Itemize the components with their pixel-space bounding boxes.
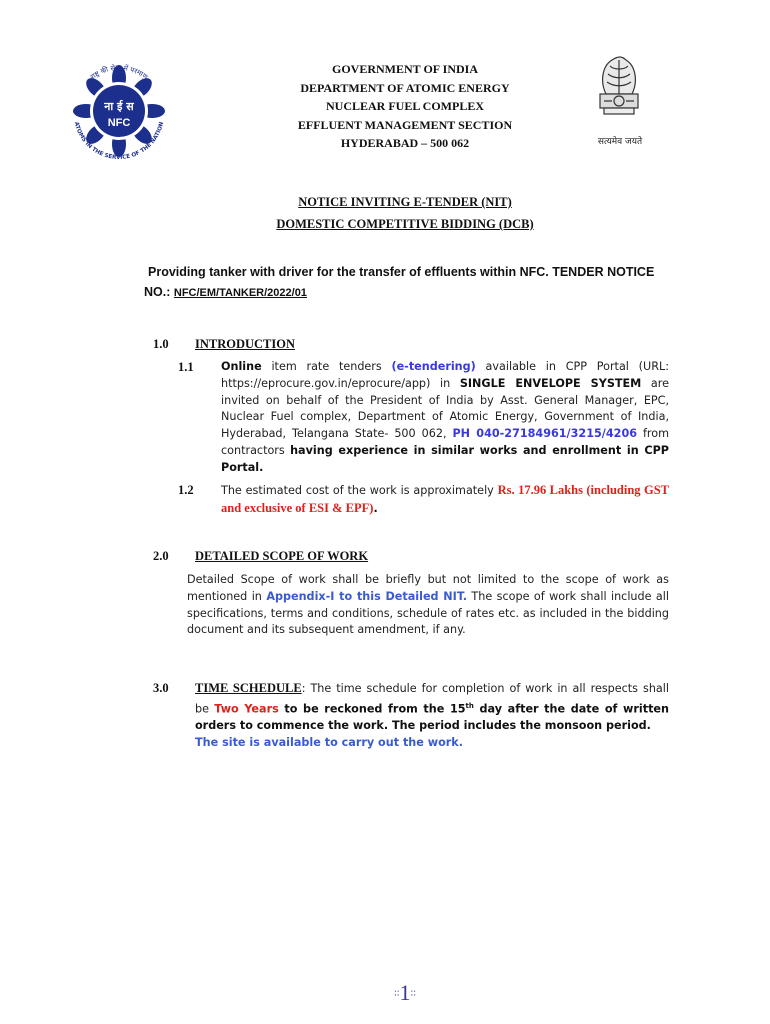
text-run: :: bbox=[410, 987, 417, 999]
section-1-title: INTRODUCTION bbox=[195, 337, 296, 351]
header-line-1: GOVERNMENT OF INDIA bbox=[331, 62, 478, 76]
text-run: from contractors bbox=[221, 427, 669, 457]
emblem-caption: सत्यमेव जयते bbox=[597, 137, 643, 147]
logo-hindi-name: ना ई स bbox=[104, 100, 134, 113]
logo-english-arc: ATOMS IN THE SERVICE OF THE NATION bbox=[72, 121, 166, 162]
experience-requirement: having experience in similar works and enrollment in CPP Portal bbox=[221, 443, 669, 474]
text-run: available in CPP Portal (URL: https://eprocure.gov.in/eprocure/app) in bbox=[221, 360, 669, 390]
duration-two-years: Two Years bbox=[214, 702, 279, 716]
text-run: . bbox=[373, 501, 378, 515]
header-line-5: HYDERABAD – 500 062 bbox=[340, 136, 470, 150]
nfc-logo bbox=[66, 58, 172, 164]
text-run: : The time schedule for completion of work in all respects shall be bbox=[195, 682, 669, 716]
site-availability: The site is available to carry out the work. bbox=[195, 736, 463, 750]
logo-name: NFC bbox=[107, 117, 131, 129]
section-2-body bbox=[187, 572, 669, 639]
section-3-number: 3.0 bbox=[153, 681, 169, 695]
page-number-value: 1 bbox=[399, 980, 411, 1005]
section-2-number: 2.0 bbox=[153, 549, 169, 563]
envelope-system-label: SINGLE ENVELOPE SYSTEM bbox=[459, 376, 642, 390]
header-line-2: DEPARTMENT OF ATOMIC ENERGY bbox=[300, 80, 510, 95]
section-1-number: 1.0 bbox=[153, 337, 169, 351]
estimated-cost: Rs. 17.96 Lakhs (including GST and exclusive of ESI & EPF) bbox=[221, 483, 669, 515]
section-3-body bbox=[195, 680, 669, 752]
section-2-title: DETAILED SCOPE OF WORK bbox=[195, 549, 369, 563]
text-run: . bbox=[259, 460, 264, 474]
text-run: :: bbox=[393, 987, 400, 999]
national-emblem bbox=[588, 52, 650, 147]
phone-numbers: PH 040-27184961/3215/4206 bbox=[452, 427, 638, 441]
logo-hindi-arc: राष्ट्र की सेवा में परमाणु bbox=[88, 63, 150, 82]
page-number bbox=[0, 980, 770, 1006]
para-1-1 bbox=[221, 359, 669, 477]
online-label: Online bbox=[221, 360, 262, 373]
text-run: day after the date of written orders to commence the work. The period includes the monsoon period. bbox=[195, 702, 669, 733]
subject-text: Providing tanker with driver for the transfer of effluents within NFC. TENDER NOTICE bbox=[148, 265, 655, 279]
tender-subject bbox=[144, 262, 708, 303]
para-1-1-number: 1.1 bbox=[178, 360, 194, 374]
notice-subtitle: DOMESTIC COMPETITIVE BIDDING (DCB) bbox=[276, 217, 534, 231]
header-line-4: EFFLUENT MANAGEMENT SECTION bbox=[297, 117, 513, 132]
notice-titles bbox=[0, 191, 770, 235]
text-run: The scope of work shall include all specifications, terms and conditions, schedule of rates etc. as included in the bidding document and its subsequent amendment, if any. bbox=[187, 589, 669, 637]
appendix-reference: Appendix-I to this Detailed NIT. bbox=[266, 589, 468, 603]
header-line-3: NUCLEAR FUEL COMPLEX bbox=[325, 99, 484, 113]
e-tendering-label: (e-tendering) bbox=[391, 360, 476, 373]
text-run: are invited on behalf of the President of India by Asst. General Manager, EPC, Nuclear Fuel complex, Department of Atomic Energy, Government of India, Hyderabad, Telangana State- 500 062, bbox=[221, 376, 669, 441]
para-1-2-number: 1.2 bbox=[178, 483, 194, 497]
text-run: to be reckoned from the 15 bbox=[278, 702, 466, 716]
text-run: th bbox=[465, 701, 474, 710]
lion-capital-icon bbox=[588, 52, 650, 134]
section-3-title: TIME SCHEDULE bbox=[195, 681, 302, 695]
tender-no-value: NFC/EM/TANKER/2022/01 bbox=[173, 287, 307, 299]
para-1-2 bbox=[221, 482, 669, 518]
text-run: item rate tenders bbox=[261, 360, 392, 373]
text-run: Detailed Scope of work shall be briefly but not limited to the scope of work as mentioned in bbox=[187, 573, 669, 603]
notice-title: NOTICE INVITING E-TENDER (NIT) bbox=[298, 195, 512, 209]
text-run: The estimated cost of the work is approximately bbox=[221, 484, 498, 497]
tender-no-label: NO.: bbox=[144, 285, 171, 299]
